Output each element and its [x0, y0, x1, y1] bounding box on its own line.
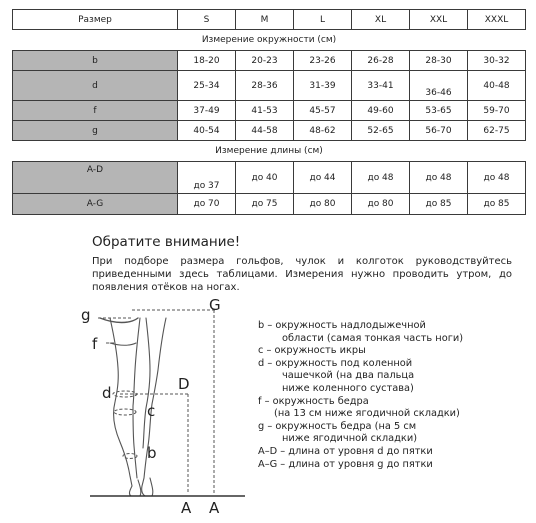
- legend-line: b – окружность надлодыжечной: [258, 320, 426, 331]
- table-cell: 20-23: [236, 51, 294, 71]
- label-D: D: [178, 375, 190, 393]
- table-cell: до 80: [352, 194, 410, 215]
- table-cell: 18-20: [178, 51, 236, 71]
- leg-illustration: [100, 318, 166, 496]
- header-cell: L: [294, 10, 352, 30]
- notice-title: Обратите внимание!: [92, 234, 241, 250]
- label-A2: A: [209, 499, 220, 514]
- legend-line: ниже коленного сустава): [282, 382, 414, 394]
- row-label: A-D: [13, 162, 178, 194]
- legend-line: d – окружность под коленной: [258, 357, 413, 369]
- row-label: g: [13, 121, 178, 141]
- legend-line: A–G – длина от уровня g до пятки: [258, 458, 433, 470]
- table-row: [13, 121, 526, 141]
- measurement-legend: [258, 320, 463, 471]
- table-cell: до 44: [294, 162, 352, 194]
- legend-line: ниже ягодичной складки): [282, 433, 418, 445]
- table-cell: 36-46: [410, 71, 468, 101]
- table-cell: 26-28: [352, 51, 410, 71]
- header-cell: XL: [352, 10, 410, 30]
- table-cell: 48-62: [294, 121, 352, 141]
- table-cell: до 75: [236, 194, 294, 215]
- right-leg-outer: [143, 318, 150, 448]
- table-cell: до 85: [410, 194, 468, 215]
- table-cell: 40-54: [178, 121, 236, 141]
- table-row: [13, 162, 526, 194]
- legend-line: области (самая тонкая часть ноги): [282, 332, 464, 344]
- label-g: g: [81, 306, 91, 324]
- table-cell: до 80: [294, 194, 352, 215]
- legend-line: g – окружность бедра (на 5 см: [258, 420, 417, 432]
- table-cell: 59-70: [468, 101, 526, 121]
- legend-line: c – окружность икры: [258, 345, 366, 357]
- table-cell: до 40: [236, 162, 294, 194]
- label-d: d: [102, 384, 112, 402]
- label-f: f: [92, 335, 98, 353]
- table-cell: 40-48: [468, 71, 526, 101]
- table-cell: 23-26: [294, 51, 352, 71]
- table-cell: 53-65: [410, 101, 468, 121]
- label-G: G: [209, 296, 221, 314]
- table-cell: 28-30: [410, 51, 468, 71]
- row-label: f: [13, 101, 178, 121]
- label-c: c: [147, 402, 156, 420]
- table-cell: 33-41: [352, 71, 410, 101]
- section-row: [13, 30, 526, 51]
- row-label: A-G: [13, 194, 178, 215]
- table-row: [13, 194, 526, 215]
- table-cell: 41-53: [236, 101, 294, 121]
- table-row: [13, 71, 526, 101]
- table-cell: до 37: [178, 162, 236, 194]
- table-cell: 30-32: [468, 51, 526, 71]
- legend-line: (на 13 см ниже ягодичной складки): [274, 408, 460, 420]
- row-label: d: [13, 71, 178, 101]
- section-title-length: Измерение длины (см): [13, 141, 526, 162]
- table-cell: 52-65: [352, 121, 410, 141]
- table-cell: 62-75: [468, 121, 526, 141]
- legend-line: чашечкой (на два пальца: [282, 370, 415, 382]
- table-cell: 45-57: [294, 101, 352, 121]
- hem-g: [100, 318, 138, 323]
- table-cell: 25-34: [178, 71, 236, 101]
- label-b: b: [147, 444, 157, 462]
- section-title-circumference: Измерение окружности (см): [13, 30, 526, 51]
- size-table: [12, 9, 526, 215]
- table-cell: 49-60: [352, 101, 410, 121]
- table-header-row: [13, 10, 526, 30]
- table-cell: 44-58: [236, 121, 294, 141]
- legend-line: f – окружность бедра: [258, 395, 369, 407]
- table-cell: 56-70: [410, 121, 468, 141]
- table-cell: до 48: [410, 162, 468, 194]
- row-label: b: [13, 51, 178, 71]
- measurement-markers: [98, 310, 216, 494]
- table-cell: до 70: [178, 194, 236, 215]
- table-cell: до 85: [468, 194, 526, 215]
- table-row: [13, 101, 526, 121]
- table-cell: 31-39: [294, 71, 352, 101]
- table-cell: до 48: [352, 162, 410, 194]
- legend-line: A–D – длина от уровня d до пятки: [258, 445, 433, 457]
- header-cell: Размер: [13, 10, 178, 30]
- table-cell: 28-36: [236, 71, 294, 101]
- label-A1: A: [181, 499, 192, 514]
- header-cell: XXXL: [468, 10, 526, 30]
- header-cell: S: [178, 10, 236, 30]
- section-row: [13, 141, 526, 162]
- header-cell: M: [236, 10, 294, 30]
- leg-measurement-diagram: [70, 296, 250, 514]
- table-row: [13, 51, 526, 71]
- notice-text: При подборе размера гольфов, чулок и колготок руководствуйтесь приведенными здесь таблицами. Измерения нужно проводить утром, до появления отёков на ногах.: [92, 256, 512, 293]
- header-cell: XXL: [410, 10, 468, 30]
- table-cell: 37-49: [178, 101, 236, 121]
- table-cell: до 48: [468, 162, 526, 194]
